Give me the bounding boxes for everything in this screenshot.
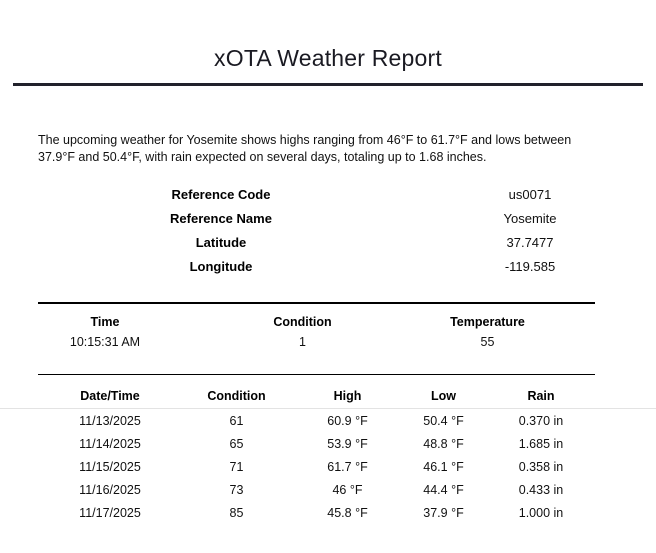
forecast-cell-low: 48.8 °F bbox=[423, 436, 464, 451]
table-header-row bbox=[0, 387, 656, 409]
current-header-condition: Condition bbox=[273, 314, 332, 329]
forecast-cell-high: 46 °F bbox=[332, 482, 363, 497]
table-row bbox=[0, 230, 656, 254]
forecast-cell-spacer-left bbox=[0, 409, 46, 433]
table-header-row bbox=[0, 313, 656, 333]
forecast-header-high: High bbox=[299, 387, 396, 409]
metadata-spacer bbox=[618, 206, 656, 230]
reference-metadata-table bbox=[0, 182, 656, 278]
current-conditions-divider bbox=[38, 302, 595, 304]
forecast-header-rain: Rain bbox=[491, 387, 591, 409]
forecast-cell-rain: 1.685 in bbox=[518, 436, 564, 451]
forecast-cell-rain: 0.433 in bbox=[518, 482, 564, 497]
forecast-cell-high: 61.7 °F bbox=[327, 459, 368, 474]
forecast-cell-high: 60.9 °F bbox=[327, 413, 368, 428]
forecast-cell-spacer-right bbox=[591, 455, 656, 478]
forecast-header-datetime: Date/Time bbox=[46, 387, 174, 409]
forecast-cell-condition: 73 bbox=[229, 482, 244, 497]
table-row bbox=[0, 206, 656, 230]
forecast-cell-condition: 71 bbox=[229, 459, 244, 474]
page-title: xOTA Weather Report bbox=[214, 45, 442, 71]
forecast-cell-condition: 61 bbox=[229, 413, 244, 428]
forecast-cell-rain: 1.000 in bbox=[518, 505, 564, 520]
forecast-cell-spacer-left bbox=[0, 455, 46, 478]
weather-summary-text: The upcoming weather for Yosemite shows highs ranging from 46°F to 61.7°F and lows between 37.9°F and 50.4°F, with rain expected on several days, totaling up to 1.68 inches. bbox=[38, 133, 572, 164]
metadata-value-longitude: -119.585 bbox=[504, 258, 556, 274]
forecast-cell-spacer-right bbox=[591, 478, 656, 501]
table-row bbox=[0, 333, 656, 357]
metadata-value-latitude: 37.7477 bbox=[506, 234, 554, 250]
forecast-cell-datetime: 11/17/2025 bbox=[79, 505, 141, 520]
current-conditions-table bbox=[0, 313, 656, 357]
forecast-cell-spacer-right bbox=[591, 432, 656, 455]
metadata-label-longitude: Longitude bbox=[189, 258, 253, 274]
current-header-temperature: Temperature bbox=[450, 314, 525, 329]
forecast-cell-high: 45.8 °F bbox=[327, 505, 368, 520]
forecast-cell-rain: 0.370 in bbox=[518, 413, 564, 428]
current-conditions-header bbox=[0, 313, 656, 333]
current-header-time: Time bbox=[90, 314, 120, 329]
metadata-value-reference-name: Yosemite bbox=[503, 210, 557, 226]
forecast-cell-spacer-left bbox=[0, 432, 46, 455]
forecast-header-condition: Condition bbox=[174, 387, 299, 409]
forecast-cell-spacer-left bbox=[0, 501, 46, 524]
current-cell-spacer bbox=[580, 333, 656, 357]
metadata-label-reference-name: Reference Name bbox=[170, 210, 272, 226]
forecast-cell-spacer-right bbox=[591, 409, 656, 433]
forecast-cell-datetime: 11/14/2025 bbox=[79, 436, 141, 451]
current-conditions-body bbox=[0, 333, 656, 357]
metadata-spacer bbox=[618, 230, 656, 254]
forecast-table bbox=[0, 387, 656, 524]
table-row bbox=[0, 432, 656, 455]
current-header-spacer bbox=[580, 313, 656, 333]
table-row bbox=[0, 182, 656, 206]
forecast-cell-low: 46.1 °F bbox=[423, 459, 464, 474]
forecast-header bbox=[0, 387, 656, 409]
current-cell-condition: 1 bbox=[299, 334, 306, 349]
metadata-spacer bbox=[618, 182, 656, 206]
forecast-cell-high: 53.9 °F bbox=[327, 436, 368, 451]
reference-metadata-body bbox=[0, 182, 656, 278]
table-row bbox=[0, 455, 656, 478]
current-cell-temperature: 55 bbox=[480, 334, 495, 349]
forecast-cell-condition: 65 bbox=[229, 436, 244, 451]
forecast-cell-rain: 0.358 in bbox=[518, 459, 564, 474]
table-row bbox=[0, 501, 656, 524]
metadata-label-reference-code: Reference Code bbox=[171, 186, 271, 202]
forecast-cell-condition: 85 bbox=[229, 505, 244, 520]
forecast-cell-datetime: 11/13/2025 bbox=[79, 413, 141, 428]
table-row bbox=[0, 409, 656, 433]
metadata-label-latitude: Latitude bbox=[195, 234, 247, 250]
forecast-cell-low: 44.4 °F bbox=[423, 482, 464, 497]
forecast-cell-spacer-right bbox=[591, 501, 656, 524]
forecast-cell-datetime: 11/16/2025 bbox=[79, 482, 141, 497]
forecast-header-spacer-right bbox=[591, 387, 656, 409]
current-cell-time: 10:15:31 AM bbox=[69, 334, 141, 349]
table-row bbox=[0, 478, 656, 501]
forecast-cell-spacer-left bbox=[0, 478, 46, 501]
forecast-divider bbox=[38, 374, 595, 376]
forecast-header-low: Low bbox=[396, 387, 491, 409]
metadata-spacer bbox=[618, 254, 656, 278]
forecast-cell-low: 37.9 °F bbox=[423, 505, 464, 520]
forecast-cell-low: 50.4 °F bbox=[423, 413, 464, 428]
forecast-cell-datetime: 11/15/2025 bbox=[79, 459, 141, 474]
forecast-body bbox=[0, 409, 656, 525]
metadata-value-reference-code: us0071 bbox=[508, 186, 552, 202]
forecast-header-spacer-left bbox=[0, 387, 46, 409]
table-row bbox=[0, 254, 656, 278]
